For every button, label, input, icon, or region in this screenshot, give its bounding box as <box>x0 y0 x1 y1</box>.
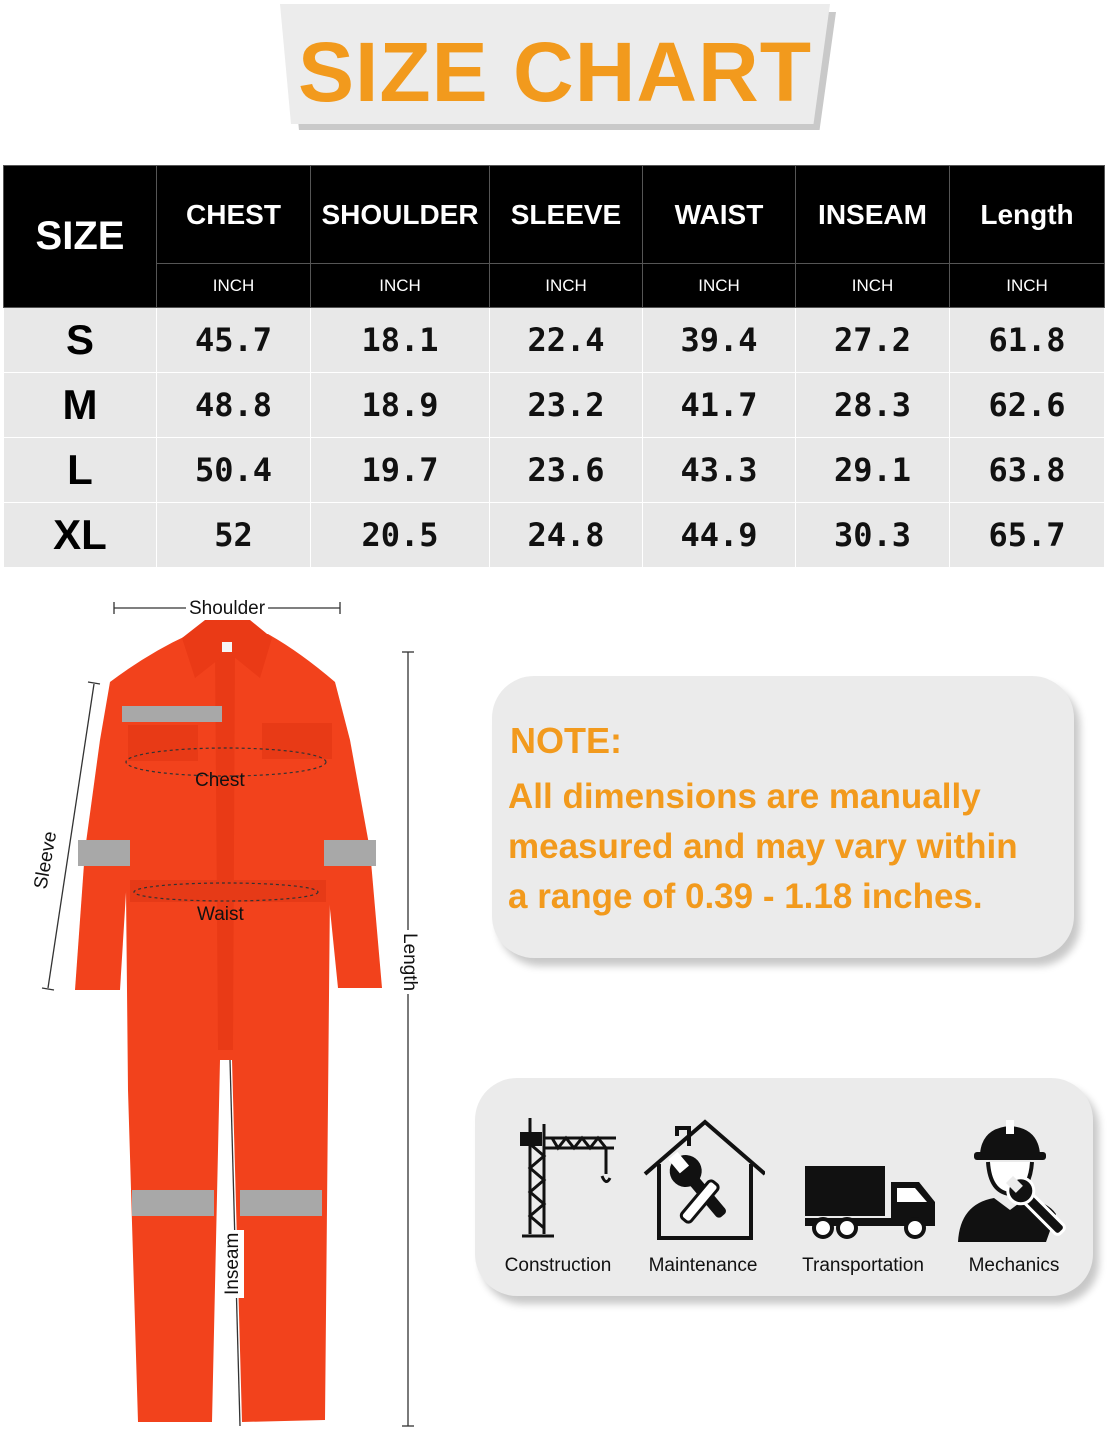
column-header-sleeve: SLEEVE <box>490 166 643 264</box>
table-cell: 29.1 <box>796 438 950 503</box>
unit-label: INCH <box>950 264 1105 308</box>
usage-item-maintenance <box>628 1114 778 1284</box>
table-cell: 20.5 <box>311 503 490 568</box>
usage-label: Mechanics <box>968 1255 1060 1276</box>
table-row <box>4 503 1105 568</box>
table-unit-row <box>4 264 1105 308</box>
table-cell: 43.3 <box>643 438 796 503</box>
usage-item-construction <box>483 1114 633 1284</box>
unit-label: INCH <box>311 264 490 308</box>
size-cell: M <box>4 373 157 438</box>
size-column-header: SIZE <box>4 166 157 308</box>
table-cell: 18.9 <box>311 373 490 438</box>
size-cell: XL <box>4 503 157 568</box>
table-row <box>4 438 1105 503</box>
unit-label: INCH <box>490 264 643 308</box>
length-guide <box>402 652 414 1426</box>
table-cell: 27.2 <box>796 308 950 373</box>
column-header-inseam: INSEAM <box>796 166 950 264</box>
note-line: a range of 0.39 - 1.18 inches. <box>508 877 983 916</box>
table-header-row <box>4 166 1105 264</box>
table-cell: 19.7 <box>311 438 490 503</box>
usage-label: Construction <box>504 1255 612 1276</box>
table-cell: 44.9 <box>643 503 796 568</box>
table-cell: 39.4 <box>643 308 796 373</box>
truck-icon <box>801 1114 941 1244</box>
table-cell: 23.6 <box>490 438 643 503</box>
page-title: SIZE CHART <box>298 25 812 119</box>
table-cell: 24.8 <box>490 503 643 568</box>
coverall-garment <box>75 620 382 1422</box>
column-header-chest: CHEST <box>157 166 311 264</box>
inseam-label: Inseam <box>222 1230 244 1298</box>
shoulder-label: Shoulder <box>186 598 268 620</box>
usage-item-transportation <box>788 1114 938 1284</box>
table-row <box>4 373 1105 438</box>
usage-item-mechanics <box>939 1114 1089 1284</box>
waist-label: Waist <box>197 904 244 925</box>
note-line: measured and may vary within <box>508 827 1018 866</box>
table-cell: 45.7 <box>157 308 311 373</box>
table-cell: 22.4 <box>490 308 643 373</box>
column-header-shoulder: SHOULDER <box>311 166 490 264</box>
chest-label: Chest <box>195 770 245 791</box>
table-row <box>4 308 1105 373</box>
table-cell: 23.2 <box>490 373 643 438</box>
table-cell: 65.7 <box>950 503 1105 568</box>
length-label: Length <box>398 930 420 994</box>
note-line: All dimensions are manually <box>508 777 981 816</box>
title-banner <box>280 4 840 132</box>
unit-label: INCH <box>796 264 950 308</box>
size-cell: S <box>4 308 157 373</box>
usage-card <box>475 1078 1093 1296</box>
table-cell: 62.6 <box>950 373 1105 438</box>
table-cell: 48.8 <box>157 373 311 438</box>
coverall-measurement-figure <box>0 590 470 1431</box>
table-cell: 30.3 <box>796 503 950 568</box>
usage-label: Transportation <box>802 1255 924 1276</box>
usage-label: Maintenance <box>648 1255 758 1276</box>
note-body <box>508 772 1068 922</box>
unit-label: INCH <box>157 264 311 308</box>
crane-icon <box>496 1114 620 1244</box>
mechanic-icon <box>952 1114 1076 1244</box>
table-cell: 50.4 <box>157 438 311 503</box>
column-header-waist: WAIST <box>643 166 796 264</box>
table-cell: 63.8 <box>950 438 1105 503</box>
coverall-illustration <box>0 590 470 1431</box>
table-cell: 41.7 <box>643 373 796 438</box>
note-card <box>492 676 1074 958</box>
table-cell: 61.8 <box>950 308 1105 373</box>
table-cell: 18.1 <box>311 308 490 373</box>
note-title: NOTE: <box>510 720 622 761</box>
size-cell: L <box>4 438 157 503</box>
table-cell: 52 <box>157 503 311 568</box>
house-wrench-icon <box>641 1114 765 1244</box>
size-table <box>3 165 1105 568</box>
column-header-length: Length <box>950 166 1105 264</box>
sleeve-label: Sleeve <box>30 827 63 894</box>
unit-label: INCH <box>643 264 796 308</box>
table-cell: 28.3 <box>796 373 950 438</box>
